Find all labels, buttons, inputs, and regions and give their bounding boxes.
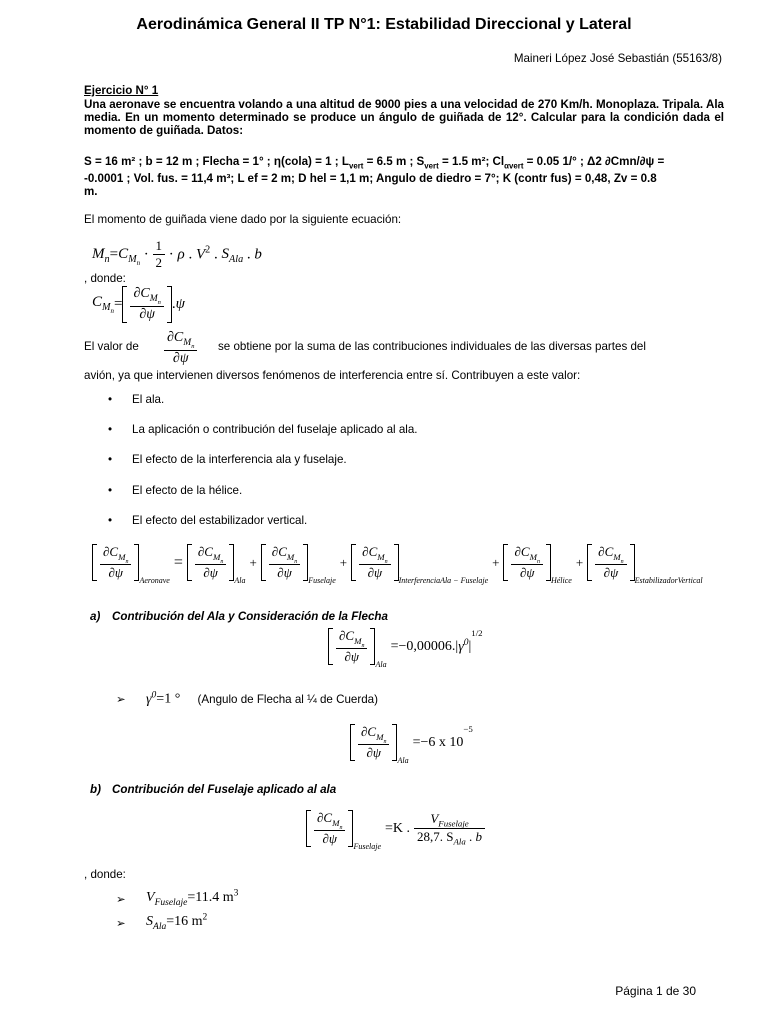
wing-area-definition: $S_{Ala}=16$ $m^2$ <box>146 912 208 932</box>
exercise-data: S = 16 m² ; b = 12 m ; Flecha = 1° ; η(cola) = 1 ; $L_{vert} = 6.5$ m ; $S_{vert} = 1.5$ m²; $Cl_{\alpha vert} = 0.05$ 1/° ; Δ2 ∂Cmn/∂ψ = -0.0001 ; Vol. fus. = 11,4 m³; L ef = 2 m; D hel = 1,1 m; Angulo de diedro = 7°; K (contr fus) = 0,48, Zv = 0.8 m. <box>84 155 665 199</box>
donde-label-2: , donde: <box>84 868 126 881</box>
arrow-bullet-icon: ➢ <box>116 893 126 906</box>
section-b-heading: b) Contribución del Fuselaje aplicado al ala <box>90 783 337 796</box>
exercise-heading: Ejercicio N° 1 <box>84 84 159 97</box>
author-line: Maineri López José Sebastián (55163/8) <box>513 52 722 65</box>
gamma-definition: $\gamma^0=1$ ° (Angulo de Flecha al ¼ de Cuerda) <box>146 690 378 707</box>
page-title: Aerodinámica General II TP N°1: Estabilidad Direccional y Lateral <box>136 16 632 33</box>
yaw-moment-equation: $M_n=C_{M_n}$ · $\frac{1}{2}$ · ρ . $V^2$ . $S_{Ala}$ . b <box>92 238 262 270</box>
contributions-sum-equation: $\frac{\partial C_{M_n}}{\partial\psi}$ Aeronave = $\frac{\partial C_{M_n}}{\partial\psi}$ Ala + $\frac{\partial C_{M_n}}{\partial\psi}$ Fuselaje + $\frac{\partial C_{M_n}}{\partial\psi}$ InterferenciaAla − Fuselaje + $\frac{\partial C_{M_n}}{\partial\psi}$ Hélice + $\frac{\partial C_{M_n}}{\partial\psi}$ EstabilizadorVertical <box>92 544 703 581</box>
valor-de-text: se obtiene por la suma de las contribuciones individuales de las diversas partes del <box>218 340 646 353</box>
exercise-statement: Una aeronave se encuentra volando a una altitud de 9000 pies a una velocidad de 270 Km/h. Monoplaza. Tripala. Ala media. En un momento determinado se produce un ángulo de guiñada de 12°. Calcular para la condición dada el momento de guiñada. Datos: <box>84 98 724 137</box>
fuselage-contribution-equation: $\frac{\partial C_{M_n}}{\partial\psi}$ Fuselaje =K . $\frac{V_{Fuselaje}}{28,7. S_{Ala} . b}$ <box>306 810 485 847</box>
valor-de-label: El valor de <box>84 340 139 353</box>
page-number: Página 1 de 30 <box>615 984 696 998</box>
arrow-bullet-icon: ➢ <box>116 693 126 706</box>
intro-text: El momento de guiñada viene dado por la siguiente ecuación: <box>84 213 402 226</box>
wing-contribution-result: $\frac{\partial C_{M_n}}{\partial\psi}$ Ala =−6 x 10 −5 <box>350 724 473 761</box>
wing-contribution-equation: $\frac{\partial C_{M_n}}{\partial\psi}$ Ala =−0,00006. | $\gamma^0$ | 1/2 <box>328 628 483 665</box>
fuselage-volume-definition: $V_{Fuselaje}=11.4$ $m^3$ <box>146 888 239 908</box>
derivative-symbol: $\frac{\partial C_{M_n}}{\partial\psi}$ <box>164 330 197 367</box>
section-a-heading: a) Contribución del Ala y Consideración de la Flecha <box>90 610 388 623</box>
cmn-equation: $C_{M_n}$ = $\frac{\partial C_{M_n}}{\partial\psi}$ . ψ <box>92 286 185 322</box>
arrow-bullet-icon: ➢ <box>116 917 126 930</box>
valor-de-line2: avión, ya que intervienen diversos fenómenos de interferencia entre sí. Contribuyen a este valor: <box>84 369 581 382</box>
donde-label-1: , donde: <box>84 272 126 285</box>
